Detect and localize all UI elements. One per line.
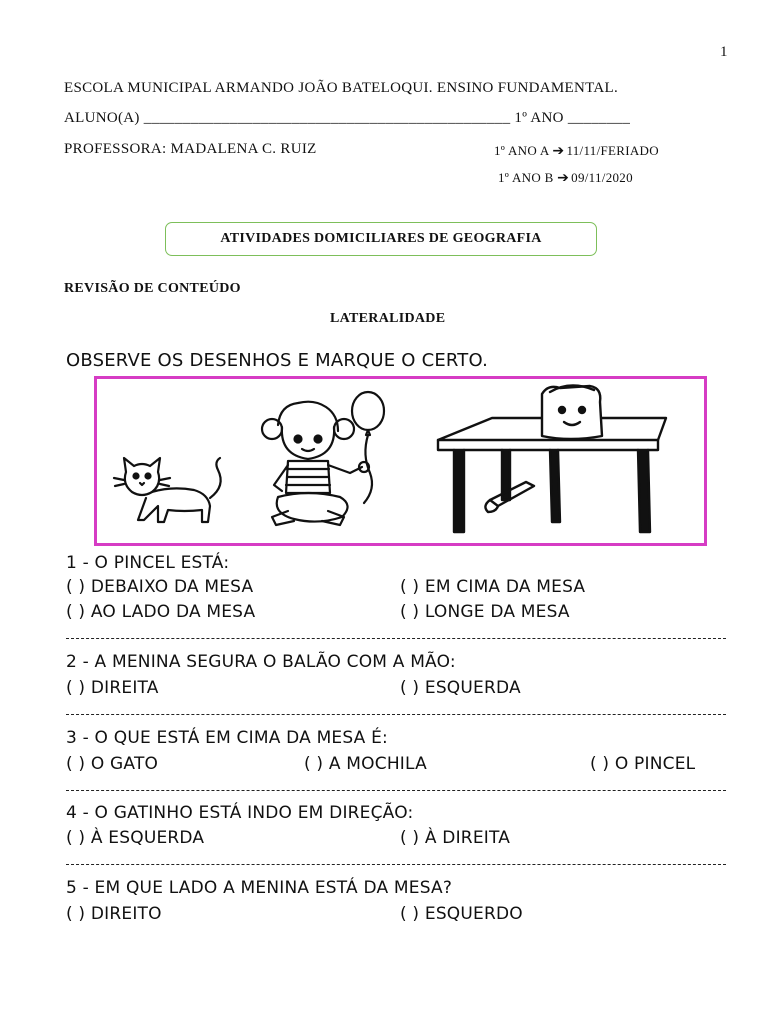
divider	[66, 864, 726, 865]
question-1-option-3[interactable]: ( ) AO LADO DA MESA	[66, 602, 256, 622]
question-2-prompt: 2 - A MENINA SEGURA O BALÃO COM A MÃO:	[66, 652, 456, 672]
table-illustration	[430, 382, 680, 542]
activity-title-box	[165, 222, 597, 256]
class-b-date: 09/11/2020	[571, 170, 633, 185]
question-2-option-1[interactable]: ( ) DIREITA	[66, 678, 159, 698]
question-5-prompt: 5 - EM QUE LADO A MENINA ESTÁ DA MESA?	[66, 878, 453, 898]
girl-illustration	[258, 385, 408, 535]
activity-title: ATIVIDADES DOMICILIARES DE GEOGRAFIA	[220, 231, 542, 246]
question-1-option-2[interactable]: ( ) EM CIMA DA MESA	[400, 577, 586, 597]
class-a-row	[494, 143, 659, 159]
instruction: OBSERVE OS DESENHOS E MARQUE O CERTO.	[66, 350, 489, 371]
question-3-option-3[interactable]: ( ) O PINCEL	[590, 754, 696, 774]
teacher-name: PROFESSORA: MADALENA C. RUIZ	[64, 141, 317, 157]
question-4-option-1[interactable]: ( ) À ESQUERDA	[66, 828, 205, 848]
question-5-option-1[interactable]: ( ) DIREITO	[66, 904, 162, 924]
question-1-prompt: 1 - O PINCEL ESTÁ:	[66, 553, 230, 573]
question-4-prompt: 4 - O GATINHO ESTÁ INDO EM DIREÇÃO:	[66, 803, 414, 823]
divider	[66, 638, 726, 639]
school-name: ESCOLA MUNICIPAL ARMANDO JOÃO BATELOQUI. ENSINO FUNDAMENTAL.	[64, 80, 619, 96]
question-3-option-1[interactable]: ( ) O GATO	[66, 754, 159, 774]
student-line: ALUNO(A) _______________________________________________ 1º ANO ________	[64, 110, 631, 126]
question-5-option-2[interactable]: ( ) ESQUERDO	[400, 904, 523, 924]
question-1-option-1[interactable]: ( ) DEBAIXO DA MESA	[66, 577, 254, 597]
cat-illustration	[112, 450, 232, 530]
divider	[66, 714, 726, 715]
question-2-option-2[interactable]: ( ) ESQUERDA	[400, 678, 521, 698]
class-b-label: 1º ANO B	[498, 170, 554, 185]
review-label: REVISÃO DE CONTEÚDO	[64, 281, 241, 296]
page-number: 1	[720, 44, 728, 60]
right-arrow-icon: ➔	[557, 170, 570, 186]
topic-title: LATERALIDADE	[330, 311, 446, 326]
class-b-row	[498, 170, 633, 186]
question-4-option-2[interactable]: ( ) À DIREITA	[400, 828, 511, 848]
class-a-date: 11/11/FERIADO	[566, 143, 659, 158]
question-3-option-2[interactable]: ( ) A MOCHILA	[304, 754, 427, 774]
divider	[66, 790, 726, 791]
question-1-option-4[interactable]: ( ) LONGE DA MESA	[400, 602, 570, 622]
question-3-prompt: 3 - O QUE ESTÁ EM CIMA DA MESA É:	[66, 728, 388, 748]
right-arrow-icon: ➔	[552, 143, 565, 159]
class-a-label: 1º ANO A	[494, 143, 549, 158]
